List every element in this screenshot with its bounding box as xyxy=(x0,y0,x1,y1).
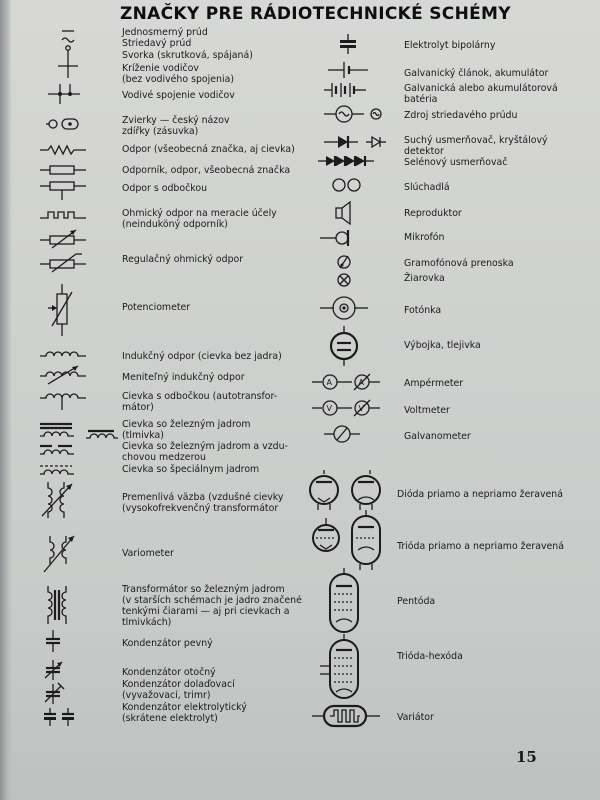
triode-tube-icon xyxy=(352,510,380,570)
glow-lamp-icon xyxy=(331,326,357,366)
label-headphones: Slúchadlá xyxy=(404,182,450,193)
label-capacitor: Kondenzátor pevný xyxy=(122,638,213,649)
label-dc: Jednosmerný prúd xyxy=(122,27,208,38)
label-loudspeaker: Reproduktor xyxy=(404,208,462,219)
label-battery: Galvanická alebo akumulátorová batéria xyxy=(404,83,558,105)
label-variable-coupling: Premenlivá väzba (vzdušné cievky (vysokofrekvenčný transformátor xyxy=(122,492,284,514)
transformer-icon xyxy=(48,586,66,624)
label-ac-source: Zdroj striedavého prúdu xyxy=(404,110,518,121)
diode-tube-icon xyxy=(352,470,380,510)
label-glow-lamp: Výbojka, tlejivka xyxy=(404,340,481,351)
label-potentiometer: Potenciometer xyxy=(122,302,191,313)
bulb-icon xyxy=(338,274,350,286)
label-junction: Vodivé spojenie vodičov xyxy=(122,90,235,101)
label-ammeter: Ampérmeter xyxy=(404,378,464,389)
label-galvanometer: Galvanometer xyxy=(404,431,471,442)
label-trimmer: Kondenzátor dolaďovací (vyvažovací, trimr) xyxy=(122,679,235,701)
trimmer-icon xyxy=(45,683,64,704)
label-tapped-resistor: Odpor s odbočkou xyxy=(122,183,208,194)
diode-tube-icon xyxy=(310,470,338,510)
page-title: ZNAČKY PRE RÁDIOTECHNICKÉ SCHÉMY xyxy=(120,4,511,24)
label-ac: Striedavý prúd xyxy=(122,38,192,49)
label-rheostat: Regulačný ohmický odpor xyxy=(122,254,244,265)
crossing-icon xyxy=(58,56,78,78)
label-variable-inductor: Meniteľný indukčný odpor xyxy=(122,372,245,383)
battery-icon xyxy=(324,83,366,97)
label-variometer: Variometer xyxy=(122,548,174,559)
label-tapped-coil: Cievka s odbočkou (autotransfor- mátor) xyxy=(122,391,278,413)
variator-icon xyxy=(312,706,380,726)
label-voltmeter: Voltmeter xyxy=(404,405,450,416)
ammeter-icon xyxy=(312,374,380,390)
variable-capacitor-icon xyxy=(45,660,62,680)
label-photocell: Fotónka xyxy=(404,305,442,316)
rheostat-icon xyxy=(40,230,86,248)
meter-resistor-icon xyxy=(40,212,86,218)
variable-coupling-icon xyxy=(42,482,72,518)
terminal-icon xyxy=(66,46,70,56)
label-cell: Galvanický článok, akumulátor xyxy=(404,68,549,79)
label-meter-resistor: Ohmický odpor na meracie účely (neinduköný odporník) xyxy=(122,208,277,230)
label-inductor: Indukčný odpor (cievka bez jadra) xyxy=(122,351,282,362)
resistor-box-icon xyxy=(40,166,86,174)
loudspeaker-icon xyxy=(336,202,350,224)
variometer-icon xyxy=(44,536,74,572)
capacitor-icon xyxy=(46,630,60,652)
label-special-core-coil: Cievka so špeciálnym jadrom xyxy=(122,464,260,475)
headphones-icon xyxy=(333,179,360,191)
pickup-icon xyxy=(338,256,350,268)
page-gutter xyxy=(0,0,12,800)
pentode-tube-icon xyxy=(330,568,358,632)
label-variator: Variátor xyxy=(397,712,434,723)
page-number: 15 xyxy=(516,748,537,766)
electrolytic-capacitor-icon xyxy=(44,708,74,726)
capacitor-symbols xyxy=(40,630,100,730)
label-bipolar-electrolyte: Elektrolyt bipolárny xyxy=(404,40,496,51)
rectifier-icon xyxy=(324,136,386,148)
junction-icon xyxy=(48,84,80,104)
label-pentode: Pentóda xyxy=(397,596,436,607)
bipolar-electrolyte-icon xyxy=(340,34,356,54)
label-selenium-rectifier: Selénový usmerňovač xyxy=(404,157,508,168)
air-gap-coil-icon xyxy=(40,446,74,454)
label-transformer: Transformátor so železným jadrom (v starších schémach je jadro značené tenkými čiarami — aj pri cievkach a tlmivkách) xyxy=(122,584,302,628)
label-microphone: Mikrofón xyxy=(404,232,445,243)
iron-core-coil-icon xyxy=(40,424,118,438)
label-electrolytic: Kondenzátor elektrolytický (skrátene elektrolyt) xyxy=(122,702,247,724)
triode-tube-icon xyxy=(313,518,339,551)
tapped-resistor-icon xyxy=(40,182,86,200)
svg-text:V: V xyxy=(326,404,332,413)
label-diode-tube: Dióda priamo a nepriamo žeravená xyxy=(397,489,563,500)
cell-icon xyxy=(328,62,368,78)
label-resistor-box: Odporník, odpor, všeobecná značka xyxy=(122,165,291,176)
special-core-coil-icon xyxy=(40,466,74,474)
svg-text:A: A xyxy=(358,378,364,387)
inductor-icon xyxy=(40,352,86,356)
galvanometer-icon xyxy=(324,426,360,442)
label-crossing: Kríženie vodičov (bez vodivého spojenia) xyxy=(122,63,234,85)
socket-icon xyxy=(46,119,78,129)
triode-hexode-tube-icon xyxy=(320,634,358,698)
label-bulb: Žiarovka xyxy=(404,273,445,284)
photocell-icon xyxy=(320,297,368,319)
label-triode-tube: Trióda priamo a nepriamo žeravená xyxy=(397,541,564,552)
selenium-rectifier-icon xyxy=(318,156,374,166)
label-variable-capacitor: Kondenzátor otočný xyxy=(122,667,216,678)
label-rectifier: Suchý usmerňovač, kryštálový detektor xyxy=(404,135,548,157)
svg-text:V: V xyxy=(358,404,364,413)
label-iron-core-coil: Cievka so železným jadrom (tlmivka) xyxy=(122,419,251,441)
left-symbols xyxy=(40,26,100,626)
ac-icon xyxy=(62,38,74,42)
right-symbols xyxy=(310,30,400,770)
variable-inductor-icon xyxy=(40,366,86,384)
potentiometer-icon xyxy=(48,284,72,336)
tapped-coil-icon xyxy=(40,394,86,410)
svg-text:A: A xyxy=(326,378,332,387)
microphone-icon xyxy=(320,230,348,246)
label-terminal: Svorka (skrutková, spájaná) xyxy=(122,50,253,61)
label-triode-hexode: Trióda-hexóda xyxy=(397,651,463,662)
label-air-gap-coil: Cievka so železným jadrom a vzdu- chovou medzerou xyxy=(122,441,288,463)
label-socket: Zvierky — český názov zdířky (zásuvka) xyxy=(122,115,230,137)
resistor-icon xyxy=(40,146,86,154)
voltmeter-icon xyxy=(312,400,380,416)
label-pickup: Gramofónová prenoska xyxy=(404,258,514,269)
ac-source-icon xyxy=(324,106,381,122)
label-resistor: Odpor (všeobecná značka, aj cievka) xyxy=(122,144,295,155)
rheostat-icon xyxy=(40,254,86,272)
